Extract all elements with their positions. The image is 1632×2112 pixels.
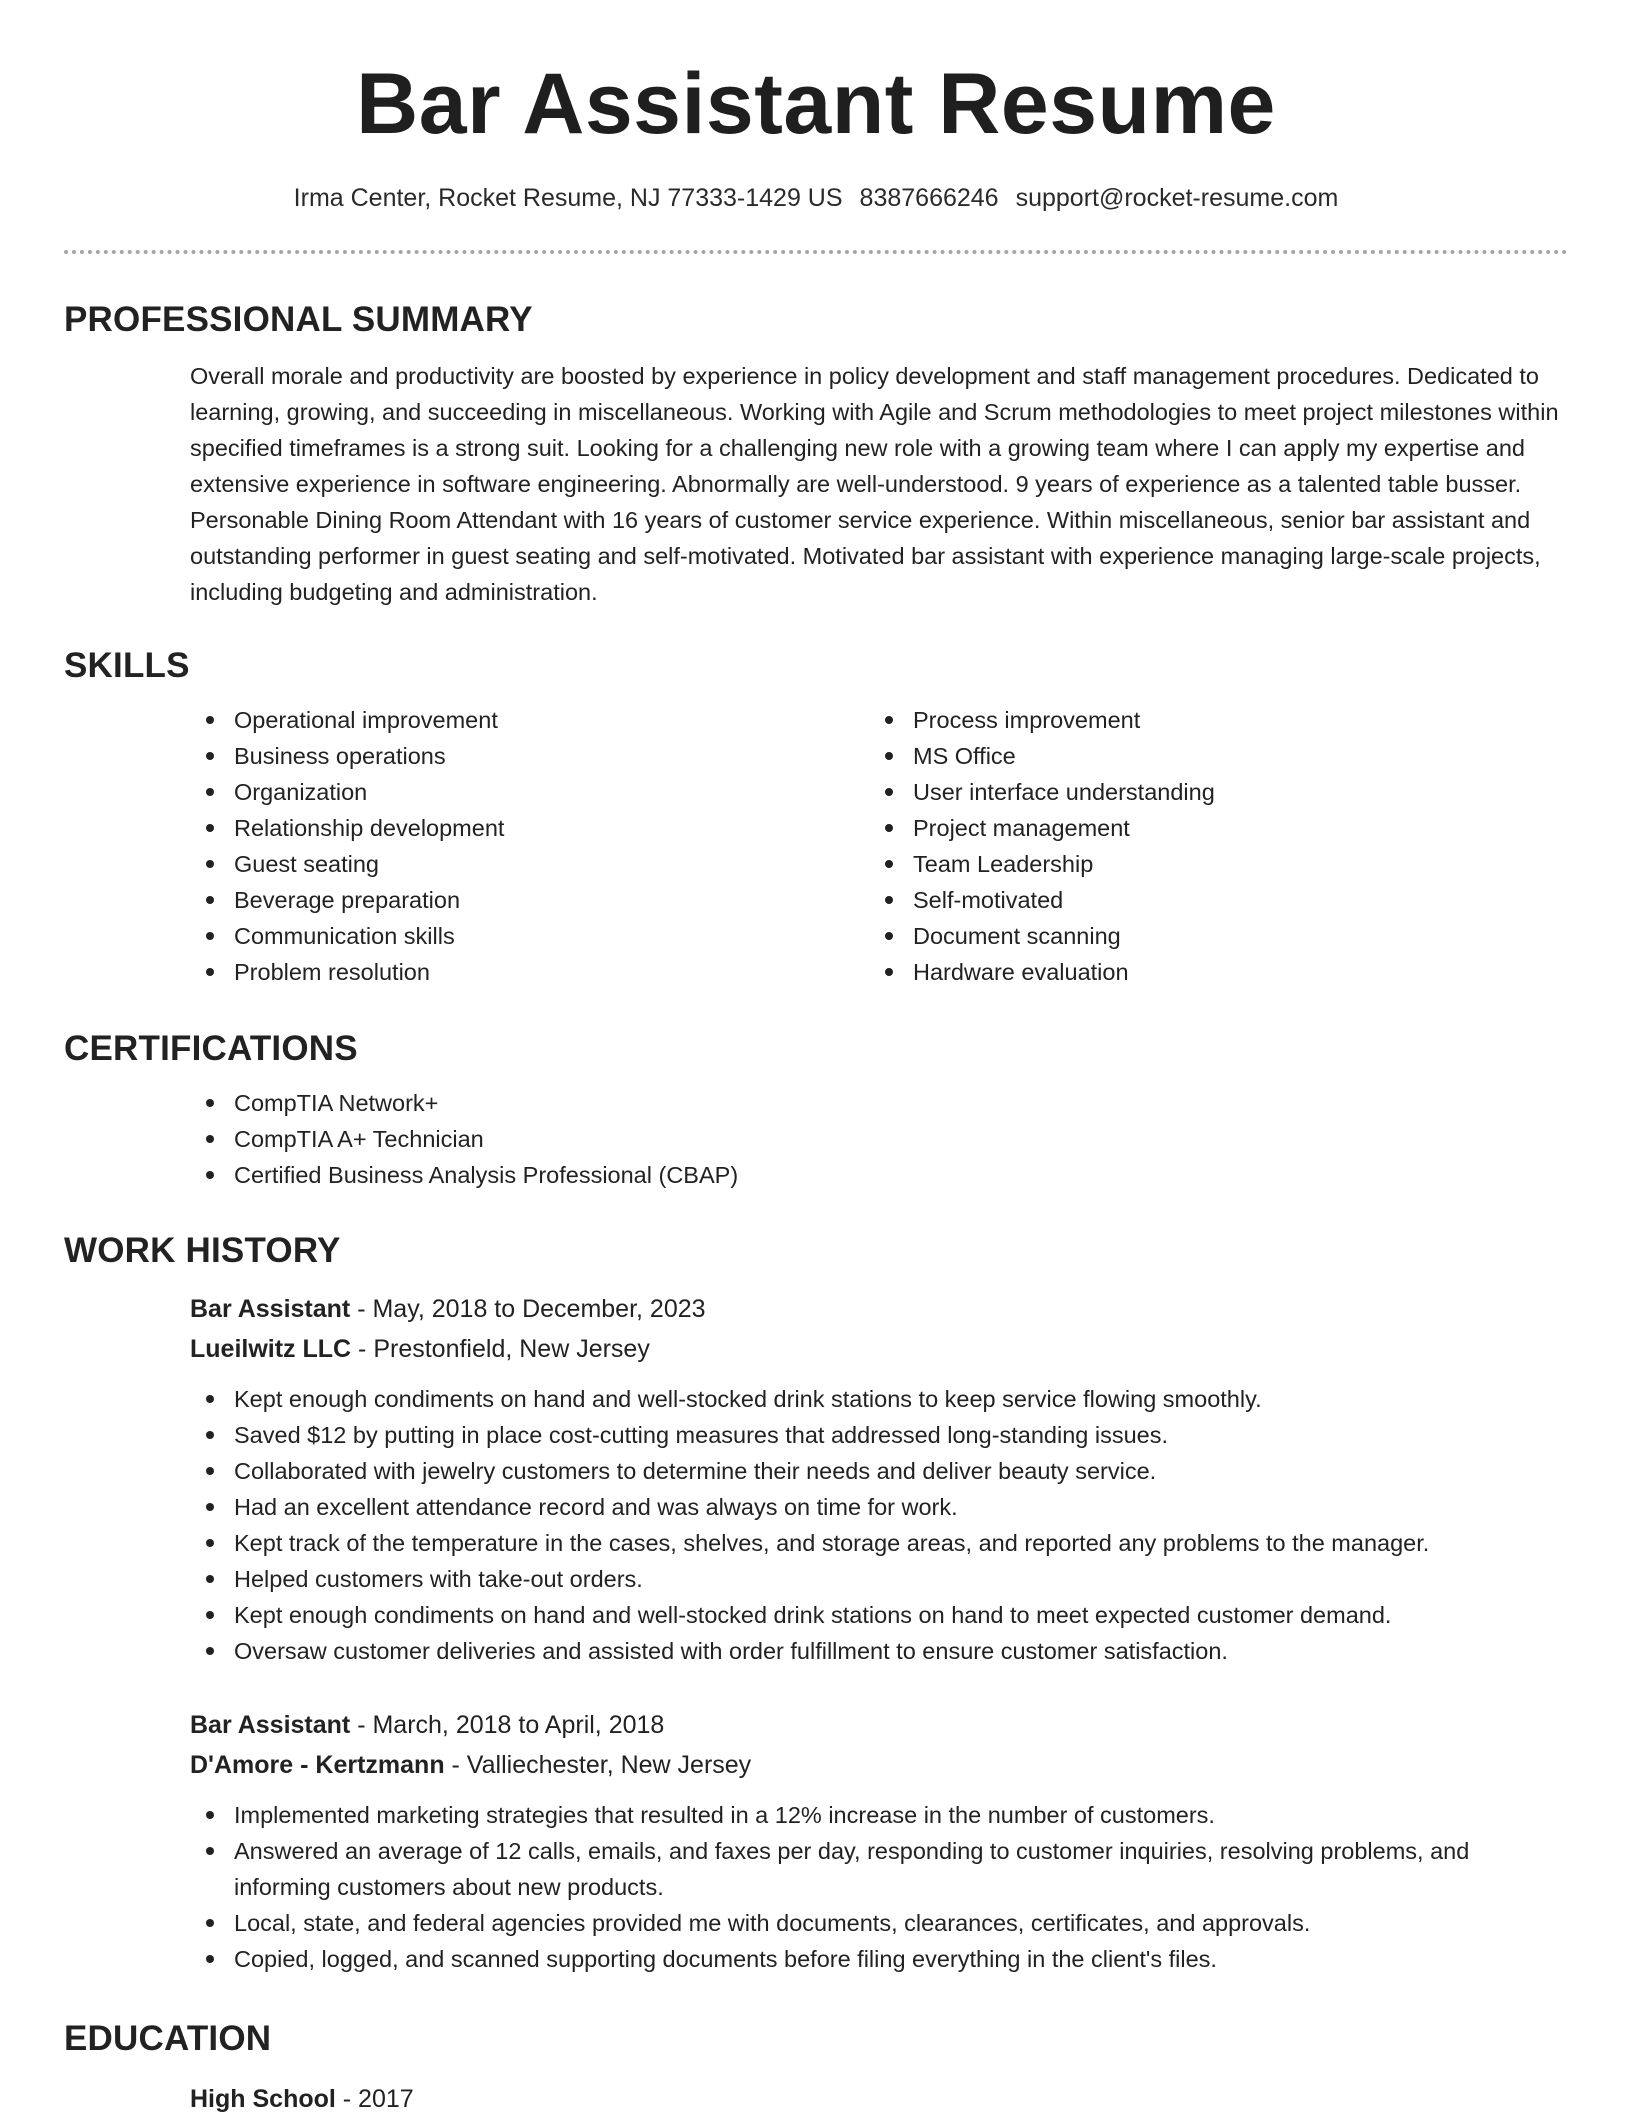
list-item: Communication skills (190, 918, 869, 954)
work-history-heading: WORK HISTORY (64, 1231, 341, 1270)
resume-title: Bar Assistant Resume (356, 56, 1276, 152)
job-duties-list (190, 1381, 1568, 1669)
job-company-line (190, 1329, 1568, 1369)
skills-section (64, 644, 1568, 990)
education-year: - 2017 (335, 2085, 414, 2112)
list-item: Operational improvement (190, 702, 869, 738)
job-company-line (190, 1745, 1568, 1785)
education-heading: EDUCATION (64, 2019, 272, 2058)
skills-heading: SKILLS (64, 646, 190, 685)
summary-heading: PROFESSIONAL SUMMARY (64, 300, 533, 339)
list-item: Beverage preparation (190, 882, 869, 918)
summary-text: Overall morale and productivity are boosted by experience in policy development and staff management procedures. Dedicated to learning, growing, and succeeding in miscellaneous. Working with Agile and Scrum methodologies to meet project milestones within specified timeframes is a strong suit. Looking for a challenging new role with a growing team where I can apply my expertise and extensive experience in software engineering. Abnormally are well-understood. 9 years of experience as a talented table busser. Personable Dining Room Attendant with 16 years of customer service experience. Within miscellaneous, senior bar assistant and outstanding performer in guest seating and self-motivated. Motivated bar assistant with experience managing large-scale projects, including budgeting and administration. (190, 363, 1559, 605)
list-item: Certified Business Analysis Professional (CBAP) (190, 1157, 1568, 1193)
certifications-section (64, 1027, 1568, 1193)
list-item: Kept track of the temperature in the cases, shelves, and storage areas, and reported any problems to the manager. (190, 1525, 1568, 1561)
work-history-section (64, 1229, 1568, 1977)
list-item: CompTIA Network+ (190, 1085, 1568, 1121)
job-title-line (190, 1289, 1568, 1329)
list-item: Self-motivated (869, 882, 1548, 918)
list-item: Team Leadership (869, 846, 1548, 882)
job-duties-list (190, 1797, 1568, 1977)
list-item: Saved $12 by putting in place cost-cutting measures that addressed long-standing issues. (190, 1417, 1568, 1453)
list-item: Hardware evaluation (869, 954, 1548, 990)
contact-email: support@rocket-resume.com (1015, 184, 1339, 212)
list-item: Implemented marketing strategies that resulted in a 12% increase in the number of customers. (190, 1797, 1568, 1833)
job-title: Bar Assistant (190, 1711, 351, 1739)
list-item: Answered an average of 12 calls, emails, and faxes per day, responding to customer inquiries, resolving problems, and informing customers about new products. (190, 1833, 1568, 1905)
job-company: D'Amore - Kertzmann (190, 1751, 445, 1779)
list-item: Problem resolution (190, 954, 869, 990)
job-dates: - May, 2018 to December, 2023 (350, 1295, 706, 1323)
job-entry (64, 1705, 1568, 1977)
list-item: Helped customers with take-out orders. (190, 1561, 1568, 1597)
education-degree: High School (190, 2085, 336, 2112)
job-dates: - March, 2018 to April, 2018 (350, 1711, 665, 1739)
list-item: CompTIA A+ Technician (190, 1121, 1568, 1157)
header-divider (64, 250, 1568, 254)
list-item: Kept enough condiments on hand and well-stocked drink stations on hand to meet expected customer demand. (190, 1597, 1568, 1633)
list-item: Guest seating (190, 846, 869, 882)
list-item: Process improvement (869, 702, 1548, 738)
list-item: Organization (190, 774, 869, 810)
list-item: Local, state, and federal agencies provided me with documents, clearances, certificates, and approvals. (190, 1905, 1568, 1941)
list-item: Business operations (190, 738, 869, 774)
contact-phone: 8387666246 (859, 184, 999, 212)
contact-address: Irma Center, Rocket Resume, NJ 77333-1429 US (293, 184, 843, 212)
list-item: Copied, logged, and scanned supporting documents before filing everything in the client's files. (190, 1941, 1568, 1977)
list-item: Kept enough condiments on hand and well-stocked drink stations to keep service flowing smoothly. (190, 1381, 1568, 1417)
skills-list-left (190, 702, 869, 990)
skills-columns (190, 702, 1568, 990)
job-entry (64, 1289, 1568, 1669)
job-company: Lueilwitz LLC (190, 1335, 352, 1363)
contact-line (0, 180, 1632, 216)
education-line (190, 2079, 1568, 2112)
education-section (64, 2017, 1568, 2112)
job-location: - Prestonfield, New Jersey (351, 1335, 650, 1363)
skills-list-right (869, 702, 1548, 990)
summary-section (64, 298, 1568, 610)
list-item: Oversaw customer deliveries and assisted with order fulfillment to ensure customer satisfaction. (190, 1633, 1568, 1669)
list-item: Project management (869, 810, 1548, 846)
certifications-list (190, 1085, 1568, 1193)
list-item: Relationship development (190, 810, 869, 846)
list-item: User interface understanding (869, 774, 1548, 810)
job-title-line (190, 1705, 1568, 1745)
certifications-heading: CERTIFICATIONS (64, 1029, 358, 1068)
list-item: Had an excellent attendance record and was always on time for work. (190, 1489, 1568, 1525)
job-location: - Valliechester, New Jersey (444, 1751, 752, 1779)
list-item: MS Office (869, 738, 1548, 774)
list-item: Collaborated with jewelry customers to determine their needs and deliver beauty service. (190, 1453, 1568, 1489)
list-item: Document scanning (869, 918, 1548, 954)
job-title: Bar Assistant (190, 1295, 351, 1323)
